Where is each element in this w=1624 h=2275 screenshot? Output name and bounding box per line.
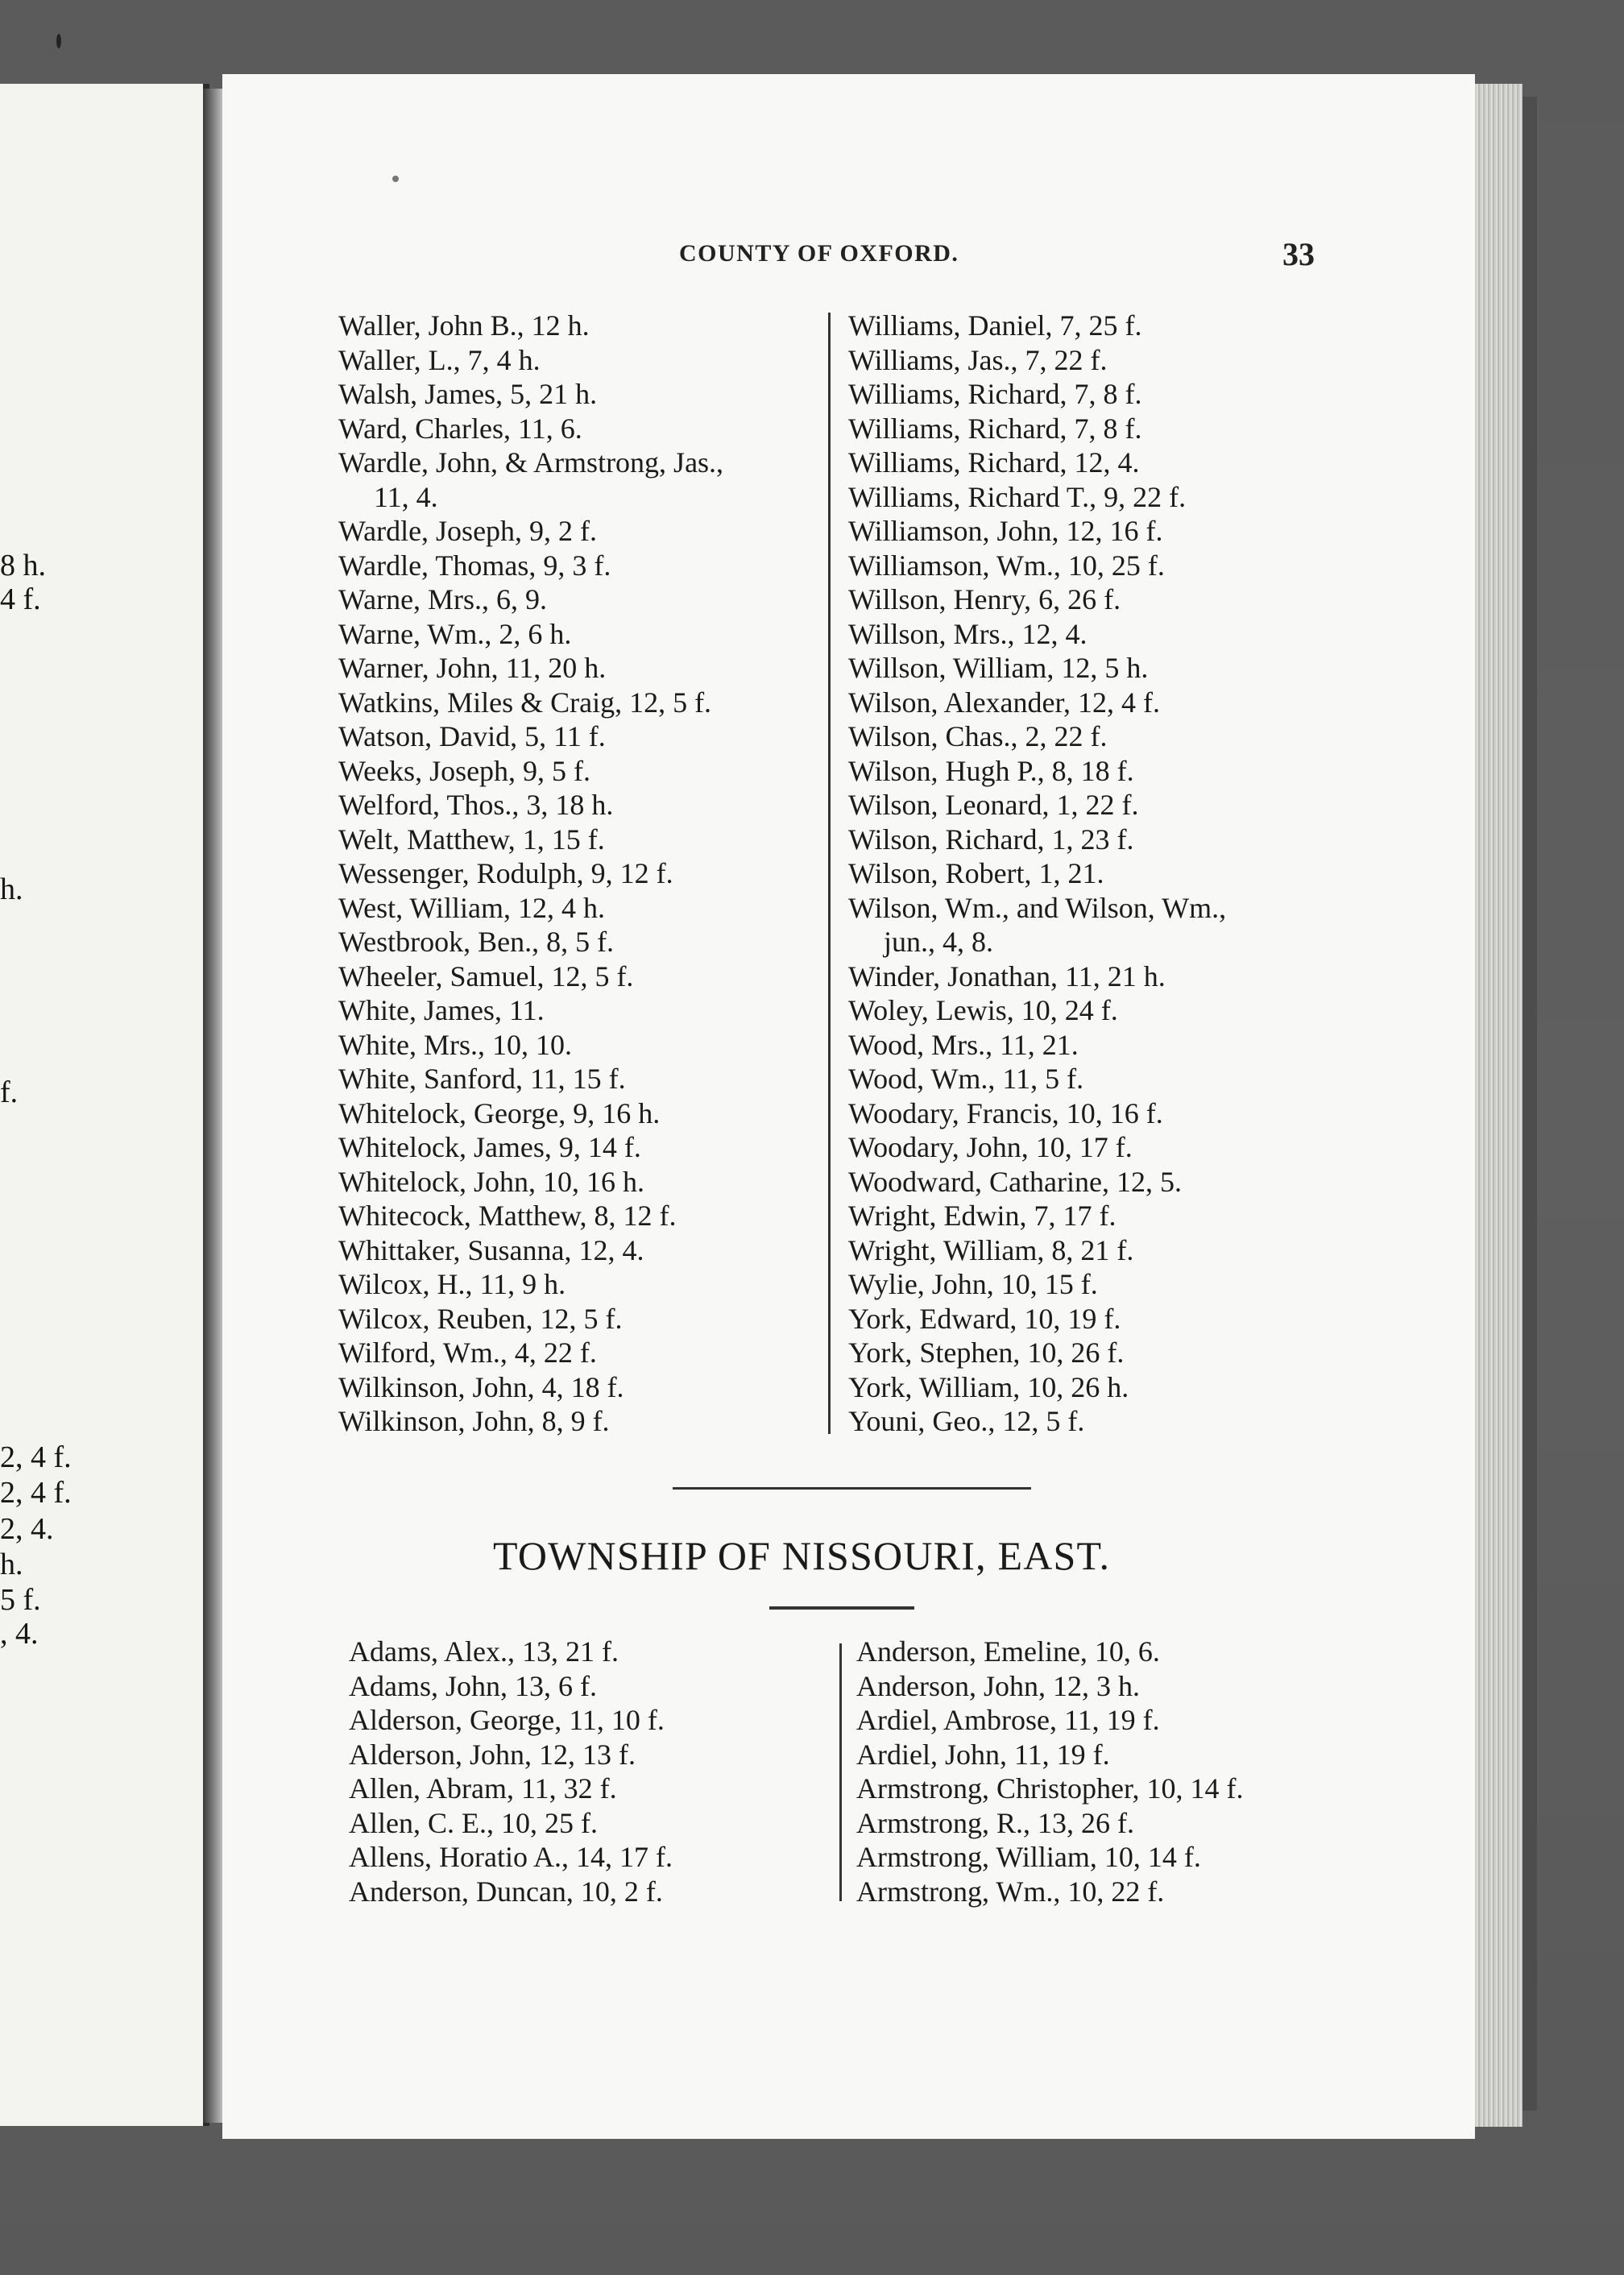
directory-entry: Whittaker, Susanna, 12, 4. bbox=[338, 1233, 644, 1266]
previous-page-edge bbox=[0, 84, 209, 2126]
directory-entry: Armstrong, Wm., 10, 22 f. bbox=[856, 1875, 1165, 1908]
directory-entry: Waller, John B., 12 h. bbox=[338, 309, 590, 342]
directory-entry: Williams, Richard, 12, 4. bbox=[848, 446, 1140, 479]
prev-page-fragment: 2, 4 f. bbox=[0, 1440, 72, 1474]
scan-speck bbox=[56, 34, 61, 48]
directory-entry: White, Sanford, 11, 15 f. bbox=[338, 1063, 626, 1095]
directory-entry: Armstrong, Christopher, 10, 14 f. bbox=[856, 1772, 1244, 1805]
directory-entry: Woodary, John, 10, 17 f. bbox=[848, 1131, 1133, 1163]
page-stack-edge bbox=[1471, 84, 1522, 2127]
book-gutter bbox=[203, 89, 224, 2123]
directory-entry: Watkins, Miles & Craig, 12, 5 f. bbox=[338, 686, 712, 719]
directory-entry: Alderson, John, 12, 13 f. bbox=[349, 1738, 636, 1771]
directory-left-column bbox=[338, 309, 723, 1439]
directory-entry: Allen, C. E., 10, 25 f. bbox=[349, 1806, 598, 1839]
directory-entry: Allen, Abram, 11, 32 f. bbox=[349, 1772, 617, 1805]
directory-entry: Anderson, Duncan, 10, 2 f. bbox=[349, 1875, 663, 1908]
directory-entry: York, Edward, 10, 19 f. bbox=[848, 1302, 1121, 1335]
directory-entry: Wood, Mrs., 11, 21. bbox=[848, 1028, 1079, 1061]
directory-entry: Weeks, Joseph, 9, 5 f. bbox=[338, 754, 591, 787]
directory-entry: Wilford, Wm., 4, 22 f. bbox=[338, 1336, 597, 1369]
directory-entry: Williams, Richard, 7, 8 f. bbox=[848, 412, 1142, 445]
directory-entry: Willson, Mrs., 12, 4. bbox=[848, 617, 1088, 650]
directory-entry: Williamson, Wm., 10, 25 f. bbox=[848, 549, 1165, 582]
directory-entry: Whitelock, George, 9, 16 h. bbox=[338, 1096, 661, 1129]
directory-entry: Warne, Wm., 2, 6 h. bbox=[338, 617, 572, 650]
section-heading-underline bbox=[769, 1606, 914, 1610]
scan-speck bbox=[392, 176, 399, 182]
directory-entry: Wheeler, Samuel, 12, 5 f. bbox=[338, 959, 634, 992]
directory-entry: Wardle, John, & Armstrong, Jas., bbox=[338, 446, 724, 479]
directory-entry: Ward, Charles, 11, 6. bbox=[338, 412, 582, 445]
directory-entry: Wright, Edwin, 7, 17 f. bbox=[848, 1200, 1116, 1232]
directory-entry-continuation: jun., 4, 8. bbox=[884, 926, 994, 958]
directory-entry: Warner, John, 11, 20 h. bbox=[338, 652, 607, 684]
directory-entry: White, James, 11. bbox=[338, 994, 545, 1026]
directory-entry: Wilkinson, John, 8, 9 f. bbox=[338, 1405, 610, 1437]
directory-entry: Wilson, Wm., and Wilson, Wm., bbox=[848, 891, 1227, 924]
section-divider-rule bbox=[673, 1487, 1031, 1490]
directory-entry: Welford, Thos., 3, 18 h. bbox=[338, 789, 614, 821]
directory-entry: Welt, Matthew, 1, 15 f. bbox=[338, 823, 605, 856]
section-left-column bbox=[349, 1635, 673, 1908]
directory-entry: Waller, L., 7, 4 h. bbox=[338, 343, 541, 376]
directory-entry: Whitelock, John, 10, 16 h. bbox=[338, 1165, 644, 1198]
directory-entry: Wilson, Richard, 1, 23 f. bbox=[848, 823, 1134, 856]
directory-entry: Ardiel, Ambrose, 11, 19 f. bbox=[856, 1704, 1160, 1736]
section-heading: TOWNSHIP OF NISSOURI, EAST. bbox=[493, 1533, 1111, 1578]
directory-entry: Willson, Henry, 6, 26 f. bbox=[848, 583, 1121, 615]
directory-entry: Anderson, John, 12, 3 h. bbox=[856, 1669, 1140, 1702]
directory-entry-continuation: 11, 4. bbox=[374, 480, 438, 513]
prev-page-fragment: 4 f. bbox=[0, 582, 41, 616]
prev-page-fragment: 2, 4 f. bbox=[0, 1476, 72, 1510]
directory-entry: Wardle, Thomas, 9, 3 f. bbox=[338, 549, 611, 582]
directory-entry: Ardiel, John, 11, 19 f. bbox=[856, 1738, 1110, 1771]
directory-entry: Wood, Wm., 11, 5 f. bbox=[848, 1063, 1084, 1095]
directory-entry: Wilson, Robert, 1, 21. bbox=[848, 857, 1104, 889]
directory-entry: Woley, Lewis, 10, 24 f. bbox=[848, 994, 1118, 1026]
directory-entry: Alderson, George, 11, 10 f. bbox=[349, 1704, 665, 1736]
directory-entry: West, William, 12, 4 h. bbox=[338, 891, 605, 924]
directory-entry: Whitecock, Matthew, 8, 12 f. bbox=[338, 1200, 677, 1232]
directory-entry: Woodary, Francis, 10, 16 f. bbox=[848, 1096, 1163, 1129]
directory-entry: Adams, John, 13, 6 f. bbox=[349, 1669, 597, 1702]
column-divider bbox=[828, 313, 831, 1434]
directory-entry: York, William, 10, 26 h. bbox=[848, 1370, 1129, 1403]
directory-entry: Williams, Jas., 7, 22 f. bbox=[848, 343, 1108, 376]
directory-entry: York, Stephen, 10, 26 f. bbox=[848, 1336, 1125, 1369]
prev-page-fragment: f. bbox=[0, 1075, 19, 1109]
directory-entry: White, Mrs., 10, 10. bbox=[338, 1028, 572, 1061]
directory-entry: Williams, Richard, 7, 8 f. bbox=[848, 378, 1142, 410]
directory-entry: Adams, Alex., 13, 21 f. bbox=[349, 1635, 619, 1668]
column-divider bbox=[839, 1643, 842, 1901]
directory-entry: Wilcox, Reuben, 12, 5 f. bbox=[338, 1302, 623, 1335]
section-right-column bbox=[856, 1635, 1244, 1908]
directory-entry: Watson, David, 5, 11 f. bbox=[338, 720, 606, 752]
prev-page-fragment: 8 h. bbox=[0, 549, 46, 582]
directory-entry: Walsh, James, 5, 21 h. bbox=[338, 378, 598, 410]
directory-entry: Westbrook, Ben., 8, 5 f. bbox=[338, 926, 615, 958]
directory-entry: Wylie, John, 10, 15 f. bbox=[848, 1268, 1098, 1300]
prev-page-fragment: , 4. bbox=[0, 1617, 39, 1651]
directory-entry: Armstrong, R., 13, 26 f. bbox=[856, 1806, 1134, 1839]
page-number: 33 bbox=[1282, 236, 1315, 272]
directory-entry: Williamson, John, 12, 16 f. bbox=[848, 515, 1163, 547]
directory-entry: Warne, Mrs., 6, 9. bbox=[338, 583, 548, 615]
directory-entry: Youni, Geo., 12, 5 f. bbox=[848, 1405, 1085, 1437]
directory-entry: Anderson, Emeline, 10, 6. bbox=[856, 1635, 1160, 1668]
directory-entry: Wilson, Chas., 2, 22 f. bbox=[848, 720, 1108, 752]
directory-entry: Wilcox, H., 11, 9 h. bbox=[338, 1268, 566, 1300]
directory-entry: Woodward, Catharine, 12, 5. bbox=[848, 1165, 1182, 1198]
prev-page-fragment: 2, 4. bbox=[0, 1512, 54, 1546]
directory-entry: Wardle, Joseph, 9, 2 f. bbox=[338, 515, 598, 547]
directory-entry: Wilson, Leonard, 1, 22 f. bbox=[848, 789, 1139, 821]
directory-entry: Wilkinson, John, 4, 18 f. bbox=[338, 1370, 624, 1403]
directory-entry: Wilson, Alexander, 12, 4 f. bbox=[848, 686, 1161, 719]
directory-entry: Whitelock, James, 9, 14 f. bbox=[338, 1131, 641, 1163]
directory-entry: Allens, Horatio A., 14, 17 f. bbox=[349, 1841, 673, 1873]
directory-entry: Armstrong, William, 10, 14 f. bbox=[856, 1841, 1201, 1873]
directory-entry: Winder, Jonathan, 11, 21 h. bbox=[848, 959, 1166, 992]
directory-entry: Williams, Richard T., 9, 22 f. bbox=[848, 480, 1187, 513]
running-head-title: COUNTY OF OXFORD. bbox=[679, 240, 959, 267]
directory-entry: Willson, William, 12, 5 h. bbox=[848, 652, 1149, 684]
directory-entry: Wessenger, Rodulph, 9, 12 f. bbox=[338, 857, 673, 889]
prev-page-fragment: h. bbox=[0, 872, 23, 906]
directory-entry: Williams, Daniel, 7, 25 f. bbox=[848, 309, 1142, 342]
prev-page-fragment: h. bbox=[0, 1548, 23, 1581]
directory-entry: Wilson, Hugh P., 8, 18 f. bbox=[848, 754, 1134, 787]
page-stack-shadow bbox=[1522, 97, 1537, 2111]
directory-entry: Wright, William, 8, 21 f. bbox=[848, 1233, 1134, 1266]
directory-right-column bbox=[848, 309, 1226, 1439]
prev-page-fragment: 5 f. bbox=[0, 1583, 41, 1617]
